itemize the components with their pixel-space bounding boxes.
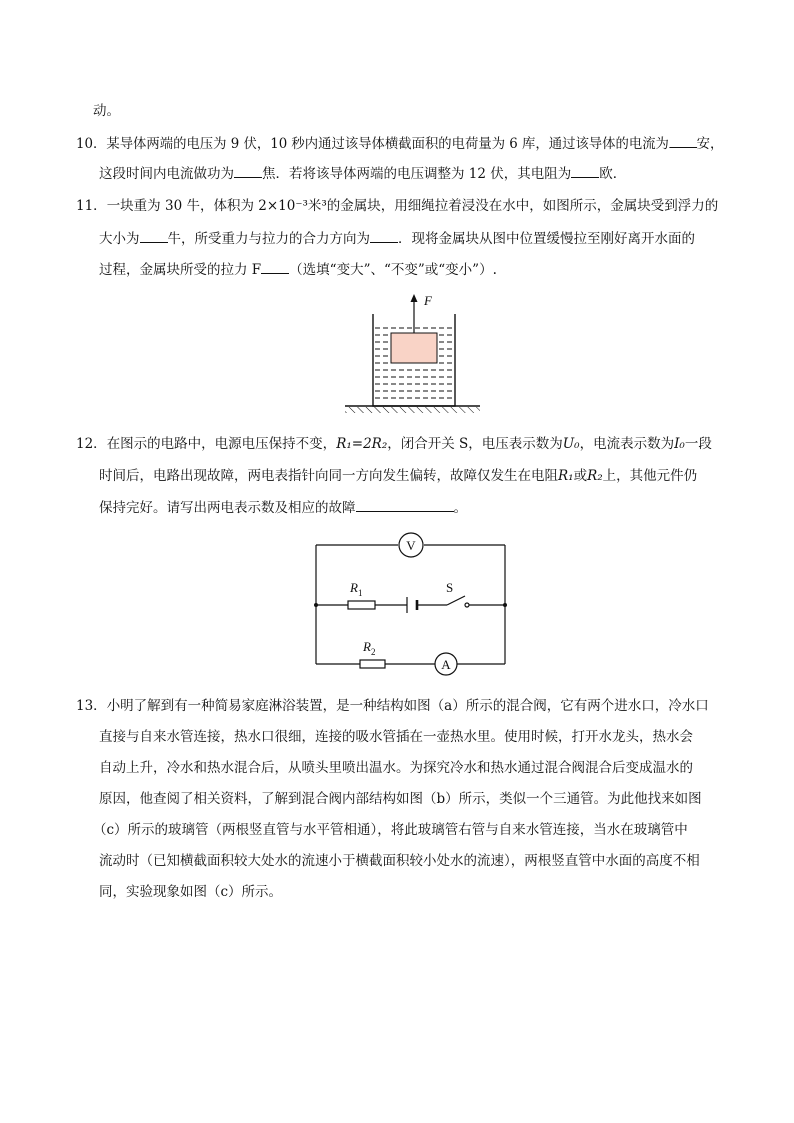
switch-label: S [446, 580, 454, 595]
q10-text: 某导体两端的电压为 9 伏，10 秒内通过该导体横截面积的电荷量为 6 库，通过该导体的电流为 [106, 136, 669, 152]
resistor-r2 [360, 660, 385, 668]
q11-text: 过程，金属块所受的拉力 F [99, 262, 262, 278]
q11-text: ．现将金属块从图中位置缓慢拉至刚好离开水面的 [398, 231, 695, 247]
q13-text: 原因，他查阅了相关资料，了解到混合阀内部结构如图（b）所示，类似一个三通管。为此他找来如图 [99, 791, 702, 807]
q10-text: 欧． [599, 166, 627, 182]
q10-blank3[interactable] [571, 163, 599, 178]
prev-tail: 动。 [93, 103, 120, 119]
q12-text: 保持完好。请写出两电表示数及相应的故障 [99, 500, 356, 516]
q13-text: 自动上升，冷水和热水混合后，从喷头里喷出温水。为探究冷水和热水通过混合阀混合后变成温水的 [99, 760, 693, 776]
q13-line4 [99, 789, 702, 809]
junction-dot [503, 603, 507, 607]
q10-blank1[interactable] [669, 133, 697, 148]
q12-i0: I₀ [674, 436, 685, 452]
r1-letter: R [350, 580, 358, 595]
q13-text: （c）所示的玻璃管（两根竖直管与水平管相通），将此玻璃管右管与自来水管连接，当水在玻璃管中 [93, 822, 688, 838]
q10-text: 这段时间内电流做功为 [99, 166, 234, 182]
q10-blank2[interactable] [234, 163, 262, 178]
resistor-r1 [348, 601, 375, 609]
q11-line3 [99, 259, 497, 280]
q12-line2 [99, 466, 697, 486]
q10-number: 10． [76, 136, 107, 152]
r2-sub: 2 [370, 647, 376, 657]
q12-text: ，闭合开关 S，电压表示数为 [387, 436, 563, 452]
switch-contact [465, 603, 469, 607]
q12-text: 上，其他元件仍 [602, 468, 698, 484]
force-label: F [424, 293, 432, 308]
q11-blank1[interactable] [140, 228, 168, 243]
q12-line1 [76, 434, 712, 454]
q11-line2 [99, 228, 695, 249]
voltmeter-label: V [406, 538, 416, 553]
force-arrow-icon [411, 294, 418, 302]
q10-text: 安， [696, 136, 724, 152]
ammeter-label: A [441, 657, 451, 672]
r2-label [362, 639, 375, 657]
prev-text [93, 101, 120, 121]
q13-line3 [99, 758, 693, 778]
q12-r1: R₁ [558, 468, 574, 484]
q12-text: 在图示的电路中，电源电压保持不变， [106, 436, 337, 452]
q11-line1 [76, 196, 718, 216]
q11-number: 11． [76, 198, 107, 214]
q11-text: 牛，所受重力与拉力的合力方向为 [167, 231, 370, 247]
r1-label [349, 580, 362, 598]
q12-text: ，电流表示数为 [579, 436, 675, 452]
q12-formula: R₁=2R₂ [336, 436, 388, 452]
buoyancy-figure [340, 288, 490, 418]
q12-u0: U₀ [562, 436, 580, 452]
r1-sub: 1 [357, 588, 363, 598]
q13-text: 流动时（已知横截面积较大处水的流速小于横截面积较小处水的流速），两根竖直管中水面的高度不相 [99, 853, 700, 869]
q12-text: 一段 [684, 436, 712, 452]
q12-number: 12． [76, 436, 107, 452]
ground-hatch [345, 407, 480, 413]
q12-text: 或 [573, 468, 588, 484]
junction-dot [314, 603, 318, 607]
q10-text: 焦．若将该导体两端的电压调整为 12 伏，其电阻为 [262, 166, 572, 182]
q10-line2 [99, 163, 626, 184]
q11-text: （选填“变大”、“不变”或“变小”）. [289, 262, 497, 278]
q12-blank[interactable] [356, 497, 454, 512]
q13-line5 [93, 820, 688, 840]
q13-line7 [99, 882, 282, 902]
q12-r2: R₂ [587, 468, 603, 484]
q11-blank2[interactable] [370, 228, 398, 243]
metal-block [391, 333, 437, 363]
q13-line6 [99, 851, 700, 871]
q13-text: 小明了解到有一种简易家庭淋浴装置，是一种结构如图（a）所示的混合阀，它有两个进水口，冷水口 [106, 698, 709, 714]
circuit-figure [305, 530, 515, 675]
q13-number: 13． [76, 698, 107, 714]
q13-text: 直接与自来水管连接，热水口很细，连接的吸水管插在一壶热水里。使用时候，打开水龙头，热水会 [99, 729, 693, 745]
q12-text: 时间后，电路出现故障，两电表指针向同一方向发生偏转，故障仅发生在电阻 [99, 468, 558, 484]
q10-line1 [76, 133, 723, 154]
q13-text: 同，实验现象如图（c）所示。 [99, 884, 283, 900]
q11-blank3[interactable] [261, 259, 289, 274]
r2-letter: R [363, 639, 371, 654]
q12-line3 [99, 497, 467, 518]
q11-text: 一块重为 30 牛，体积为 2×10⁻³米³的金属块，用细绳拉着浸没在水中，如图所示，金属块受到浮力的 [106, 198, 719, 214]
q11-text: 大小为 [99, 231, 140, 247]
switch-lever [447, 596, 465, 605]
q13-line2 [99, 727, 693, 747]
q12-text: 。 [453, 500, 467, 516]
q13-line1 [76, 696, 709, 716]
